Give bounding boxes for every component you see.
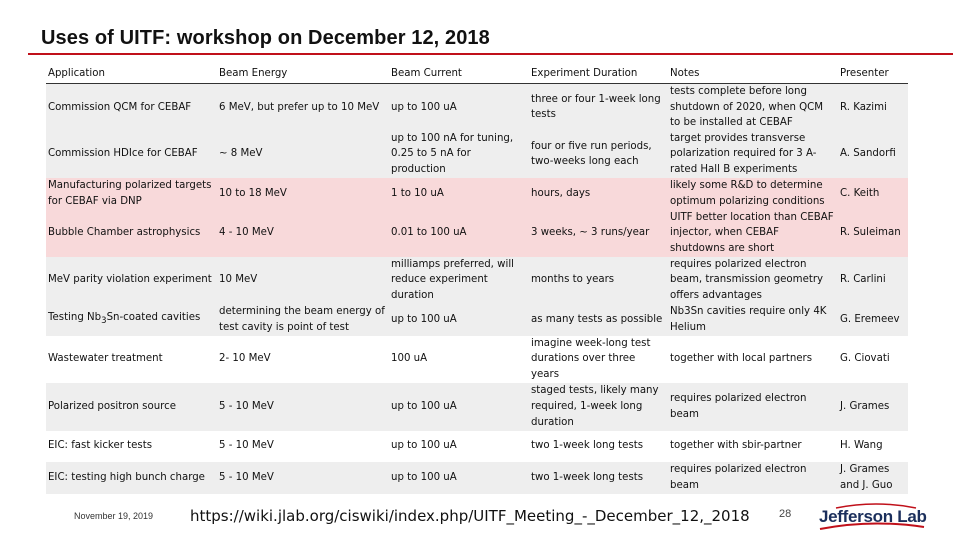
cell-beam-current: up to 100 uA (389, 462, 529, 494)
cell-beam-energy: 10 to 18 MeV (217, 178, 389, 210)
cell-application: Bubble Chamber astrophysics (46, 210, 217, 257)
cell-duration: staged tests, likely many required, 1-week long duration (529, 383, 668, 431)
cell-beam-energy: 5 - 10 MeV (217, 462, 389, 494)
cell-beam-current: milliamps preferred, will reduce experiment duration (389, 257, 529, 304)
slide-title: Uses of UITF: workshop on December 12, 2018 (41, 27, 490, 49)
header-experiment-duration: Experiment Duration (529, 66, 668, 84)
cell-presenter: J. Grames and J. Guo (838, 462, 908, 494)
table-row (46, 336, 908, 383)
table-row (46, 84, 908, 131)
jefferson-lab-logo (816, 502, 928, 532)
cell-beam-energy: 5 - 10 MeV (217, 431, 389, 462)
cell-duration: two 1-week long tests (529, 462, 668, 494)
cell-presenter: C. Keith (838, 178, 908, 210)
table-row (46, 178, 908, 210)
cell-application: Manufacturing polarized targets for CEBAF via DNP (46, 178, 217, 210)
header-application: Application (46, 66, 217, 84)
footer-date: November 19, 2019 (74, 511, 154, 521)
cell-application: Commission QCM for CEBAF (46, 84, 217, 131)
table-row (46, 431, 908, 462)
table-header-row (46, 66, 908, 84)
header-notes: Notes (668, 66, 838, 84)
cell-presenter: A. Sandorfi (838, 131, 908, 178)
cell-presenter: R. Carlini (838, 257, 908, 304)
cell-duration: three or four 1-week long tests (529, 84, 668, 131)
cell-presenter: G. Eremeev (838, 304, 908, 336)
table-row (46, 383, 908, 431)
table-row (46, 462, 908, 494)
cell-beam-energy: 4 - 10 MeV (217, 210, 389, 257)
cell-duration: as many tests as possible (529, 304, 668, 336)
cell-application (46, 304, 217, 336)
cell-beam-energy: 2- 10 MeV (217, 336, 389, 383)
cell-beam-current: 100 uA (389, 336, 529, 383)
application-text-post: Sn-coated cavities (106, 311, 201, 323)
cell-duration: 3 weeks, ~ 3 runs/year (529, 210, 668, 257)
cell-beam-energy: 6 MeV, but prefer up to 10 MeV (217, 84, 389, 131)
cell-notes: target provides transverse polarization required for 3 A-rated Hall B experiments (668, 131, 838, 178)
cell-beam-current: up to 100 uA (389, 383, 529, 431)
table-row (46, 304, 908, 336)
cell-application: EIC: testing high bunch charge (46, 462, 217, 494)
cell-duration: hours, days (529, 178, 668, 210)
cell-application: Commission HDIce for CEBAF (46, 131, 217, 178)
cell-beam-current: 1 to 10 uA (389, 178, 529, 210)
cell-beam-current: up to 100 uA (389, 304, 529, 336)
cell-duration: two 1-week long tests (529, 431, 668, 462)
cell-application: Wastewater treatment (46, 336, 217, 383)
cell-beam-current: 0.01 to 100 uA (389, 210, 529, 257)
header-presenter: Presenter (838, 66, 908, 84)
cell-beam-energy: ~ 8 MeV (217, 131, 389, 178)
cell-duration: months to years (529, 257, 668, 304)
title-divider (28, 53, 953, 55)
cell-notes: tests complete before long shutdown of 2020, when QCM to be installed at CEBAF (668, 84, 838, 131)
cell-notes: requires polarized electron beam (668, 383, 838, 431)
cell-notes: UITF better location than CEBAF injector, when CEBAF shutdowns are short (668, 210, 838, 257)
cell-presenter: H. Wang (838, 431, 908, 462)
cell-presenter: R. Kazimi (838, 84, 908, 131)
cell-beam-current: up to 100 uA (389, 84, 529, 131)
cell-beam-energy: 10 MeV (217, 257, 389, 304)
cell-notes: together with sbir-partner (668, 431, 838, 462)
application-subscript: 3 (101, 316, 107, 326)
cell-beam-energy: determining the beam energy of test cavity is point of test (217, 304, 389, 336)
cell-application: Polarized positron source (46, 383, 217, 431)
cell-presenter: J. Grames (838, 383, 908, 431)
uitf-uses-table (46, 66, 908, 494)
cell-presenter: G. Ciovati (838, 336, 908, 383)
cell-notes: requires polarized electron beam, transmission geometry offers advantages (668, 257, 838, 304)
page-number: 28 (779, 508, 792, 520)
cell-notes: requires polarized electron beam (668, 462, 838, 494)
cell-application: MeV parity violation experiment (46, 257, 217, 304)
table-row (46, 210, 908, 257)
application-text-pre: Testing Nb (48, 311, 102, 323)
cell-beam-energy: 5 - 10 MeV (217, 383, 389, 431)
cell-duration: imagine week-long test durations over three years (529, 336, 668, 383)
header-beam-energy: Beam Energy (217, 66, 389, 84)
wiki-link[interactable]: https://wiki.jlab.org/ciswiki/index.php/UITF_Meeting_-_December_12,_2018 (190, 507, 750, 525)
cell-notes: together with local partners (668, 336, 838, 383)
cell-duration: four or five run periods, two-weeks long each (529, 131, 668, 178)
cell-beam-current: up to 100 uA (389, 431, 529, 462)
cell-presenter: R. Suleiman (838, 210, 908, 257)
cell-application: EIC: fast kicker tests (46, 431, 217, 462)
table-row (46, 257, 908, 304)
logo-text: Jefferson Lab (819, 507, 927, 526)
cell-notes: likely some R&D to determine optimum polarizing conditions (668, 178, 838, 210)
table-row (46, 131, 908, 178)
header-beam-current: Beam Current (389, 66, 529, 84)
cell-notes: Nb3Sn cavities require only 4K Helium (668, 304, 838, 336)
cell-beam-current: up to 100 nA for tuning, 0.25 to 5 nA for production (389, 131, 529, 178)
